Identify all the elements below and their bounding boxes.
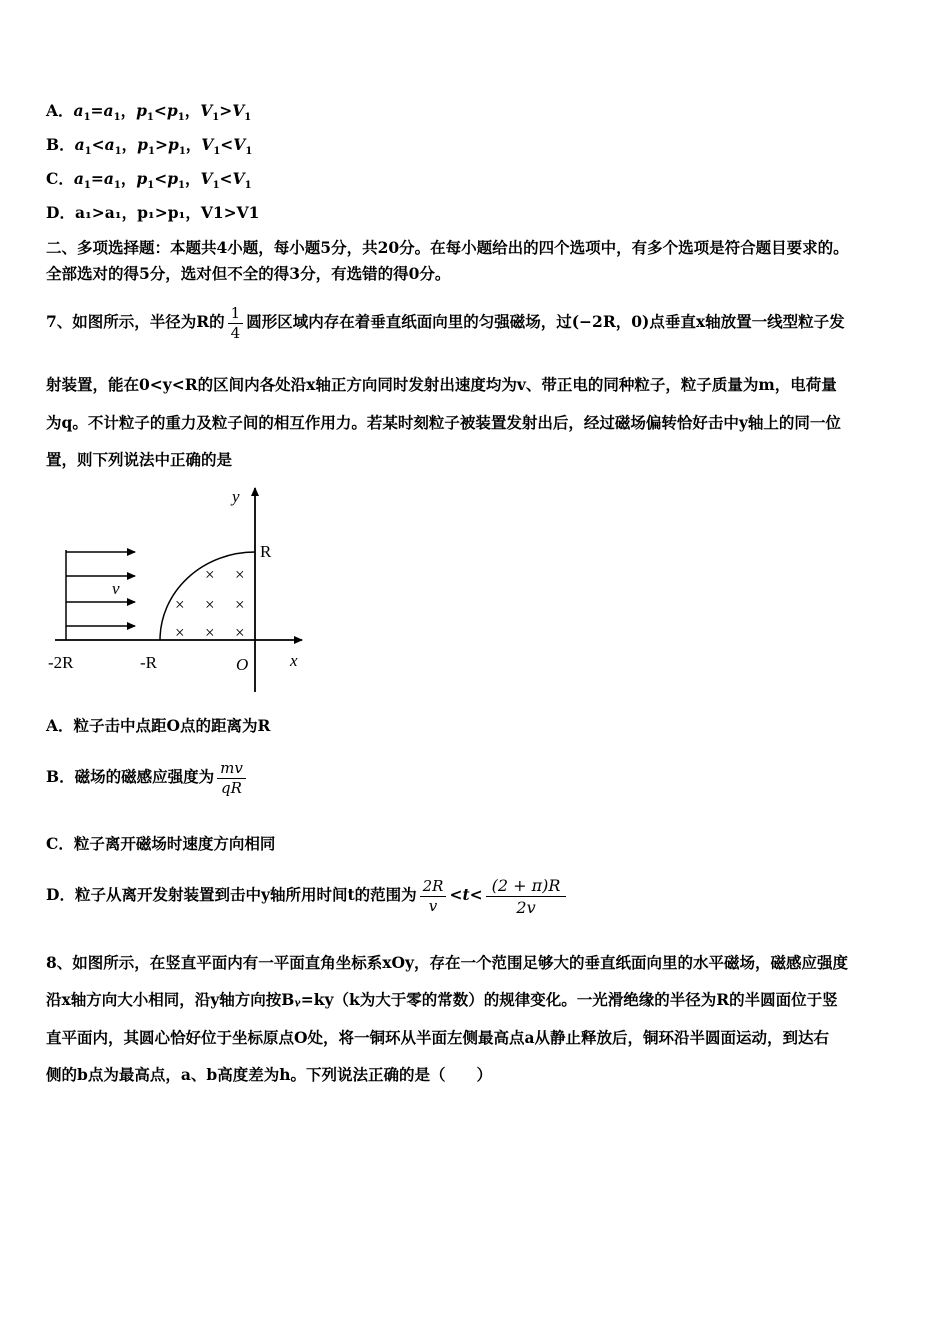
field-cross: × — [205, 595, 215, 614]
q7-option-d: D．粒子从离开发射装置到击中y轴所用时间t的范围为 $\frac{2R}{v}$ <t< $\frac{(2 + \pi)R}{2v}$ — [46, 868, 569, 922]
section2-line1: 二、多项选择题：本题共4小题，每小题5分，共20分。在每小题给出的四个选项中，有多个选项是符合题目要求的。 — [46, 238, 849, 257]
q7-option-c: C．粒子离开磁场时速度方向相同 — [46, 834, 276, 853]
q8-stem-line1: 8、如图所示，在竖直平面内有一平面直角坐标系xOy，存在一个范围足够大的垂直纸面向里的水平磁场，磁感应强度 — [46, 953, 849, 972]
q7-option-d-fraction-1: $\frac{2R}{v}$ — [420, 877, 447, 916]
q8-stem-line3: 直平面内，其圆心恰好位于坐标原点O处，将一铜环从半面左侧最高点a从静止释放后，铜环沿半圆面运动，到达右 — [46, 1028, 830, 1047]
q7-option-a: A．粒子击中点距O点的距离为R — [46, 716, 271, 735]
field-cross: × — [205, 623, 215, 642]
q8-stem-line2: 沿x轴方向大小相同，沿y轴方向按Bᵧ=ky（k为大于零的常数）的规律变化。一光滑绝缘的半径为R的半圆面位于竖 — [46, 990, 838, 1009]
field-cross: × — [235, 623, 245, 642]
q7-stem-line4: 置，则下列说法中正确的是 — [46, 450, 233, 469]
label-v: v — [112, 579, 120, 598]
q6-option-a: A．$a_1=a_1$，$p_1<p_1$，$V_1>V_1$ — [46, 101, 252, 124]
q7-option-b: B．磁场的磁感应强度为 $\frac{mv}{qR}$ — [46, 752, 249, 802]
label-negR: -R — [140, 653, 157, 672]
q7-stem-line2: 射装置，能在0<y<R的区间内各处沿x轴正方向同时发射出速度均为v、带正电的同种粒子，粒子质量为m，电荷量 — [46, 375, 837, 394]
q7-diagram — [40, 480, 330, 700]
section2-line2: 全部选对的得5分，选对但不全的得3分，有选错的得0分。 — [46, 264, 451, 283]
label-R: R — [260, 542, 272, 561]
label-x: x — [290, 651, 298, 670]
q7-stem-line1: 7、如图所示，半径为R的 $\frac{1}{4}$ 圆形区域内存在着垂直纸面向里的匀强磁场，过(−2R，0)点垂直x轴放置一线型粒子发 — [46, 303, 845, 342]
label-neg2R: -2R — [48, 653, 74, 672]
label-y: y — [232, 487, 240, 506]
q7-quarter-fraction: $\frac{1}{4}$ — [228, 304, 244, 343]
q6-option-b: B．$a_1<a_1$，$p_1>p_1$，$V_1<V_1$ — [46, 135, 253, 158]
label-O: O — [236, 655, 249, 674]
q8-stem-line4: 侧的b点为最高点，a、b高度差为h。下列说法正确的是（ ） — [46, 1065, 492, 1084]
field-cross: × — [205, 565, 215, 584]
q6-option-d: D．a₁>a₁，p₁>p₁，V1>V1 — [46, 203, 260, 222]
field-cross: × — [175, 623, 185, 642]
q6-option-c: C．$a_1=a_1$，$p_1<p_1$，$V_1<V_1$ — [46, 169, 252, 192]
field-cross: × — [235, 595, 245, 614]
field-cross: × — [175, 595, 185, 614]
q7-stem-line3: 为q。不计粒子的重力及粒子间的相互作用力。若某时刻粒子被装置发射出后，经过磁场偏转恰好击中y轴上的同一位 — [46, 413, 841, 432]
q7-option-d-fraction-2: $\frac{(2 + \pi)R}{2v}$ — [486, 875, 567, 918]
field-cross: × — [235, 565, 245, 584]
q7-option-b-fraction: $\frac{mv}{qR}$ — [217, 759, 246, 798]
